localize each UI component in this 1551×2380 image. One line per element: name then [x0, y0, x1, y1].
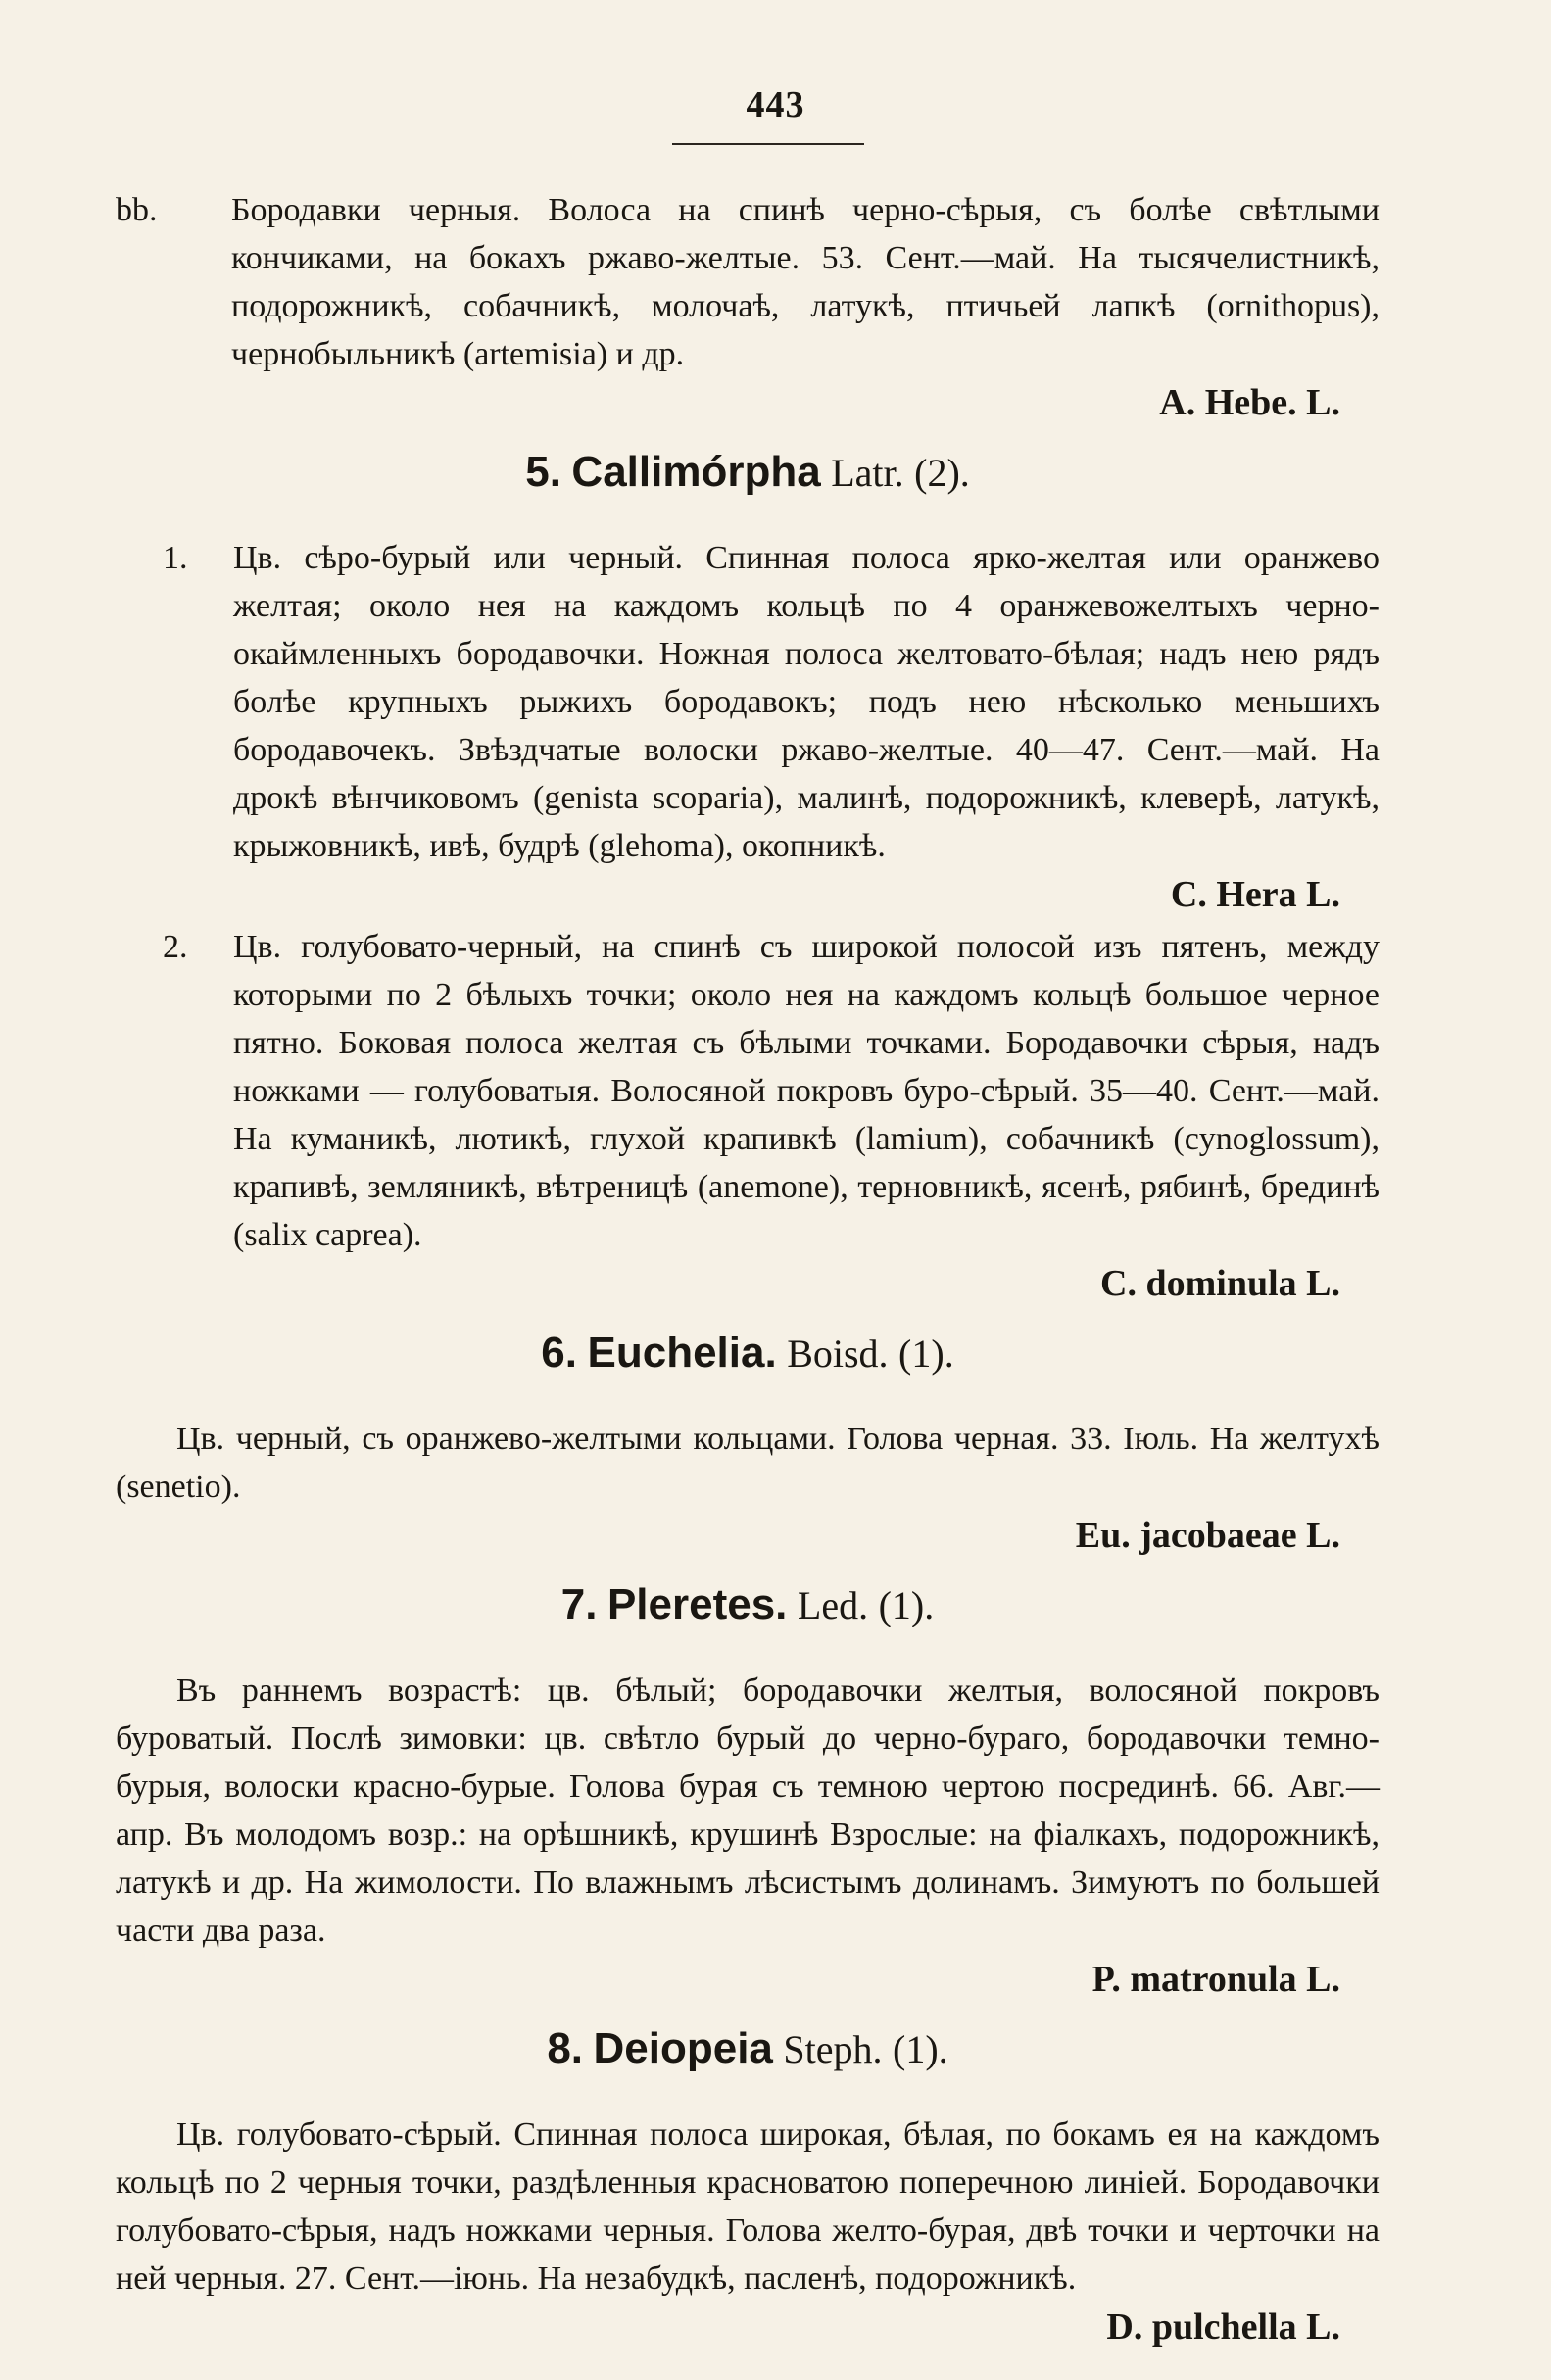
entry-number: 1. [163, 540, 188, 576]
genus-count: (1). [898, 1332, 954, 1376]
entry-callimorpha-1 [116, 534, 1380, 919]
entry-label: bb. [116, 192, 158, 228]
genus-count: (1). [893, 2027, 948, 2071]
entry-text: Бородавки черныя. Волоса на спинѣ черно-сѣрыя, съ болѣе свѣтлыми кончиками, на бокахъ ржаво-желтые. 53. Сент.—май. На тысячелистникѣ, подорожникѣ, собачникѣ, молочаѣ, латукѣ, птичьей лапкѣ (ornithopus), чернобыльникѣ (artemisia) и др. [231, 192, 1380, 372]
species-name: Eu. jacobaeae L. [1075, 1515, 1340, 1556]
entry-text: Цв. сѣро-бурый или черный. Спинная полоса ярко-желтая или оранжево желтая; около нея на каждомъ кольцѣ по 4 оранжевожелтыхъ черно-окаймленныхъ бородавочки. Ножная полоса желтовато-бѣлая; надъ нею рядъ болѣе крупныхъ рыжихъ бородавокъ; подъ нею нѣсколько меньшихъ бородавочекъ. Звѣздчатые волоски ржаво-желтые. 40—47. Сент.—май. На дрокѣ вѣнчиковомъ (genista scoparia), малинѣ, подорожникѣ, клеверѣ, латукѣ, крыжовникѣ, ивѣ, будрѣ (glehoma), окопникѣ. [233, 540, 1380, 864]
entry-number: 2. [163, 929, 188, 965]
genus-number: 5. [525, 448, 561, 496]
genus-heading [116, 1326, 1380, 1382]
genus-authority: Boisd. [787, 1332, 889, 1376]
species-name: C. dominula L. [1100, 1263, 1340, 1304]
genus-name: Euchelia. [587, 1329, 777, 1377]
entry-pleretes [116, 1667, 1380, 2004]
genus-count: (1). [878, 1583, 935, 1627]
genus-authority: Steph. [783, 2027, 883, 2071]
genus-number: 8. [547, 2024, 584, 2072]
page-number: 443 [746, 84, 805, 125]
entry-text: Въ раннемъ возрастѣ: цв. бѣлый; бородавочки желтыя, волосяной покровъ буроватый. Послѣ зимовки: цв. свѣтло бурый до черно-бураго, бородавочки темно-бурыя, волоски красно-бурые. Голова бурая съ темною чертою посрединѣ. 66. Авг.—апр. Въ молодомъ возр.: на орѣшникѣ, крушинѣ Взрослые: на фіалкахъ, подорожникѣ, латукѣ и др. На жимолости. По влажнымъ лѣсистымъ долинамъ. Зимуютъ по большей части два раза. [116, 1673, 1380, 1949]
entry-text: Цв. голубовато-сѣрый. Спинная полоса широкая, бѣлая, по бокамъ ея на каждомъ кольцѣ по 2 черныя точки, раздѣленныя красноватою поперечною линіей. Бородавочки голубовато-сѣрыя, надъ ножками черныя. Голова желто-бурая, двѣ точки и черточки на ней черныя. 27. Сент.—іюнь. На незабудкѣ, пасленѣ, подорожникѣ. [116, 2116, 1380, 2297]
entry-text: Цв. голубовато-черный, на спинѣ съ широкой полосой изъ пятенъ, между которыми по 2 бѣлыхъ точки; около нея на каждомъ кольцѣ большое черное пятно. Боковая полоса желтая съ бѣлыми точками. Бородавочки сѣрыя, надъ ножками — голубоватыя. Волосяной покровъ буро-сѣрый. 35—40. Сент.—май. На куманикѣ, лютикѣ, глухой крапивкѣ (lamium), собачникѣ (cynoglossum), крапивѣ, земляникѣ, вѣтреницѣ (anemone), терновникѣ, ясенѣ, рябинѣ, брединѣ (salix caprea). [233, 929, 1380, 1253]
entry-euchelia [116, 1415, 1380, 1560]
genus-heading [116, 1578, 1380, 1633]
entry-callimorpha-2 [116, 923, 1380, 1308]
entry-text: Цв. черный, съ оранжево-желтыми кольцами. Голова черная. 33. Іюль. На желтухѣ (senetio). [116, 1421, 1380, 1505]
genus-name: Pleretes. [606, 1580, 788, 1628]
entry-bb [116, 186, 1380, 427]
genus-name: Deiopeia [593, 2024, 773, 2072]
genus-heading [116, 445, 1380, 501]
entry-deiopeia [116, 2111, 1380, 2352]
page-content [116, 186, 1380, 2356]
species-name: D. pulchella L. [1106, 2307, 1340, 2348]
species-name: P. matronula L. [1091, 1959, 1340, 2000]
species-name: C. Hera L. [1170, 874, 1340, 915]
page-number-rule [672, 143, 864, 145]
species-name: A. Hebe. L. [1159, 382, 1340, 423]
genus-heading [116, 2021, 1380, 2077]
genus-authority: Led. [797, 1583, 869, 1627]
genus-authority: Latr. [831, 451, 904, 495]
genus-number: 6. [541, 1329, 577, 1377]
genus-count: (2). [914, 451, 970, 495]
genus-number: 7. [560, 1580, 598, 1628]
genus-name: Callimórpha [571, 448, 821, 496]
